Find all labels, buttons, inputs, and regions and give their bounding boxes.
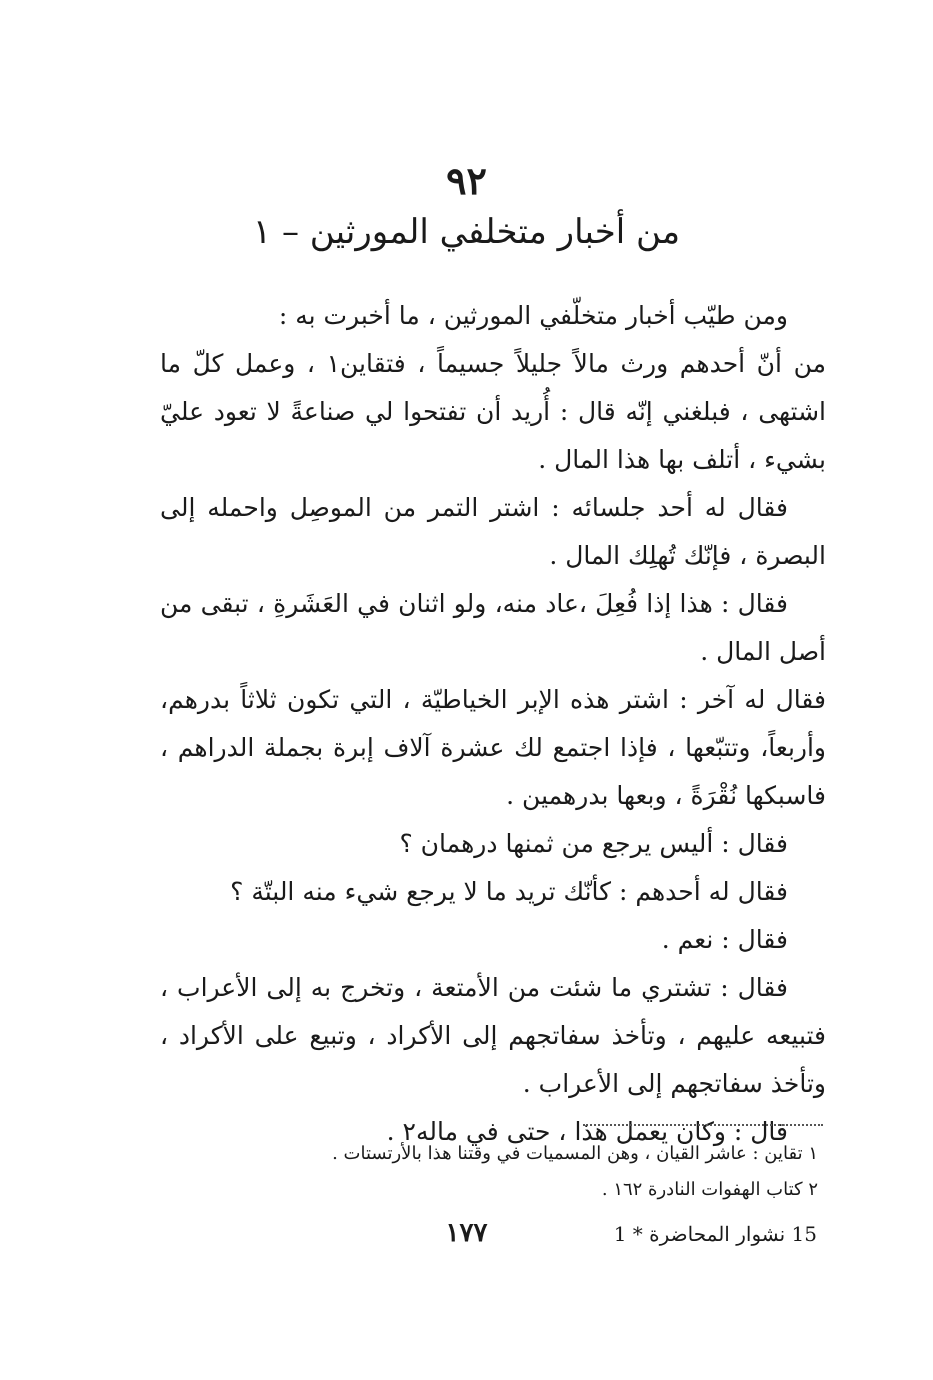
paragraph-conclusion: قال : وكان يعمل هذا ، حتى في ماله٢ . [386,1117,788,1146]
page-number: ١٧٧ [445,1218,488,1248]
chapter-title: من أخبار متخلفي المورثين – ١ [252,212,681,252]
body-text [160,292,826,1156]
paragraph-dates-reply: فقال : هذا إذا فُعِلَ ،عاد منه، ولو اثنان في العَشَرةِ ، تبقى من أصل المال . [160,589,826,666]
footnote-divider [583,1124,823,1126]
footnote-2: ٢ كتاب الهفوات النادرة ١٦٢ . [601,1179,818,1200]
footnotes [160,1136,826,1208]
paragraph-needles-reply: فقال : أليس يرجع من ثمنها درهمان ؟ [399,829,788,858]
paragraph-dates-advice: فقال له أحد جلسائه : اشتر التمر من الموصِل واحمله إلى البصرة ، فإنّك تُهلِك المال . [160,493,826,570]
chapter-number: ٩٢ [446,158,487,203]
paragraph-trade-advice: فقال : تشتري ما شئت من الأمتعة ، وتخرج به إلى الأعراب ، فتبيعه عليهم ، وتأخذ سفاتجهم إلى الأكراد ، وتبيع على الأكراد ، وتأخذ سفاتجهم إلى الأعراب . [160,973,826,1098]
printer-signature: 15 نشوار المحاضرة * 1 [613,1222,817,1246]
paragraph-intro: ومن طيّب أخبار متخلّفي المورثين ، ما أخبرت به : [278,301,788,330]
paragraph-needles-advice: فقال له آخر : اشتر هذه الإبر الخياطيّة ، التي تكون ثلاثاً بدرهم، وأربعاً، وتتبّعها ، فإذا اجتمع لك عشرة آلاف إبرة بجملة الدراهم ، فاسبكها نُقْرَةً ، وبعها بدرهمين . [160,685,827,810]
footnote-1: ١ تقاين : عاشر القيان ، وهن المسميات في وقتنا هذا بالأرتستات . [332,1143,818,1164]
paragraph-inheritor: من أنّ أحدهم ورث مالاً جليلاً جسيماً ، فتقاين١ ، وعمل كلّ ما اشتهى ، فبلغني إنّه قال : أُريد أن تفتحوا لي صناعةً لا تعود عليّ بشيء ، أتلف بها هذا المال . [160,349,826,474]
paragraph-yes: فقال : نعم . [661,925,788,954]
paragraph-question: فقال له أحدهم : كأنّك تريد ما لا يرجع شيء منه البتّة ؟ [230,877,788,906]
